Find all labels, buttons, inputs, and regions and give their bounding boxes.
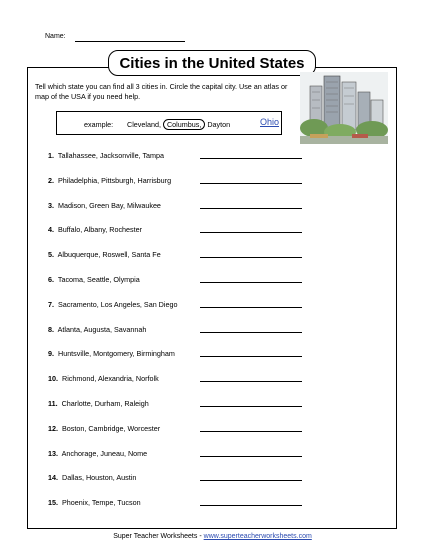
title-box <box>108 50 316 76</box>
footer-brand: Super Teacher Worksheets <box>113 533 198 540</box>
question-cities: Madison, Green Bay, Milwaukee <box>58 200 161 210</box>
question-number: 3. <box>48 200 54 210</box>
question-cities: Philadelphia, Pittsburgh, Harrisburg <box>58 175 172 185</box>
question-item <box>48 300 177 309</box>
question-cities: Sacramento, Los Angeles, San Diego <box>58 299 178 309</box>
question-number: 8. <box>48 324 54 334</box>
instructions: Tell which state you can find all 3 cities in. Circle the capital city. Use an atlas or map of the USA if you need help. <box>35 82 288 101</box>
question-number: 4. <box>48 225 54 235</box>
answer-line[interactable] <box>200 406 302 407</box>
answer-line[interactable] <box>200 282 302 283</box>
question-item <box>48 374 159 383</box>
question-number: 2. <box>48 175 54 185</box>
question-cities: Buffalo, Albany, Rochester <box>58 225 143 235</box>
example-city-1: Cleveland, <box>127 120 161 129</box>
question-item <box>48 250 161 259</box>
answer-line[interactable] <box>200 381 302 382</box>
question-number: 10. <box>48 374 58 384</box>
example-answer: Ohio <box>260 117 280 127</box>
question-cities: Tacoma, Seattle, Olympia <box>57 275 140 284</box>
question-item <box>48 176 171 185</box>
question-cities: Anchorage, Juneau, Nome <box>61 448 148 458</box>
answer-line[interactable] <box>200 356 302 357</box>
question-cities: Dallas, Houston, Austin <box>62 473 137 483</box>
question-item <box>48 399 149 408</box>
question-cities: Atlanta, Augusta, Savannah <box>57 324 147 334</box>
example-city-3: Dayton <box>207 120 231 129</box>
answer-line[interactable] <box>200 431 302 432</box>
question-number: 14. <box>48 473 58 483</box>
page-title: Cities in the United States <box>119 54 305 72</box>
example-label: example: <box>84 120 114 129</box>
question-cities: Tallahassee, Jacksonville, Tampa <box>57 151 165 160</box>
answer-line[interactable] <box>200 332 302 333</box>
question-item <box>48 449 147 458</box>
name-field[interactable] <box>75 41 185 42</box>
answer-line[interactable] <box>200 505 302 506</box>
question-item <box>48 473 136 482</box>
question-item <box>48 201 161 210</box>
example-box <box>56 111 282 135</box>
question-item <box>48 498 141 507</box>
answer-line[interactable] <box>200 307 302 308</box>
question-number: 12. <box>48 423 58 433</box>
answer-line[interactable] <box>200 208 302 209</box>
question-item <box>48 349 175 358</box>
answer-line[interactable] <box>200 158 302 159</box>
question-item <box>48 151 164 160</box>
question-number: 7. <box>48 299 54 309</box>
city-skyline-icon <box>300 72 388 144</box>
question-number: 11. <box>48 399 58 408</box>
name-label: Name: <box>45 33 66 40</box>
question-number: 5. <box>48 250 54 260</box>
question-number: 15. <box>48 498 58 508</box>
example-cities <box>127 120 230 129</box>
question-item <box>48 424 160 433</box>
question-cities: Albuquerque, Roswell, Santa Fe <box>57 250 161 260</box>
footer-url[interactable]: www.superteacherworksheets.com <box>203 533 312 540</box>
question-item <box>48 225 142 234</box>
name-row <box>45 33 66 40</box>
question-cities: Boston, Cambridge, Worcester <box>62 423 161 433</box>
footer-separator: - <box>199 533 202 540</box>
example-city-2-circled: Columbus, <box>163 119 205 130</box>
answer-line[interactable] <box>200 183 302 184</box>
question-item <box>48 275 140 284</box>
question-cities: Huntsville, Montgomery, Birmingham <box>58 349 175 359</box>
question-number: 6. <box>48 275 54 284</box>
question-number: 9. <box>48 349 54 359</box>
question-item <box>48 325 146 334</box>
question-number: 1. <box>48 151 54 160</box>
footer <box>0 533 425 540</box>
answer-line[interactable] <box>200 480 302 481</box>
question-cities: Phoenix, Tempe, Tucson <box>62 498 141 508</box>
question-cities: Richmond, Alexandria, Norfolk <box>62 374 159 384</box>
answer-line[interactable] <box>200 232 302 233</box>
answer-line[interactable] <box>200 456 302 457</box>
answer-line[interactable] <box>200 257 302 258</box>
question-cities: Charlotte, Durham, Raleigh <box>61 399 149 408</box>
question-number: 13. <box>48 448 58 458</box>
